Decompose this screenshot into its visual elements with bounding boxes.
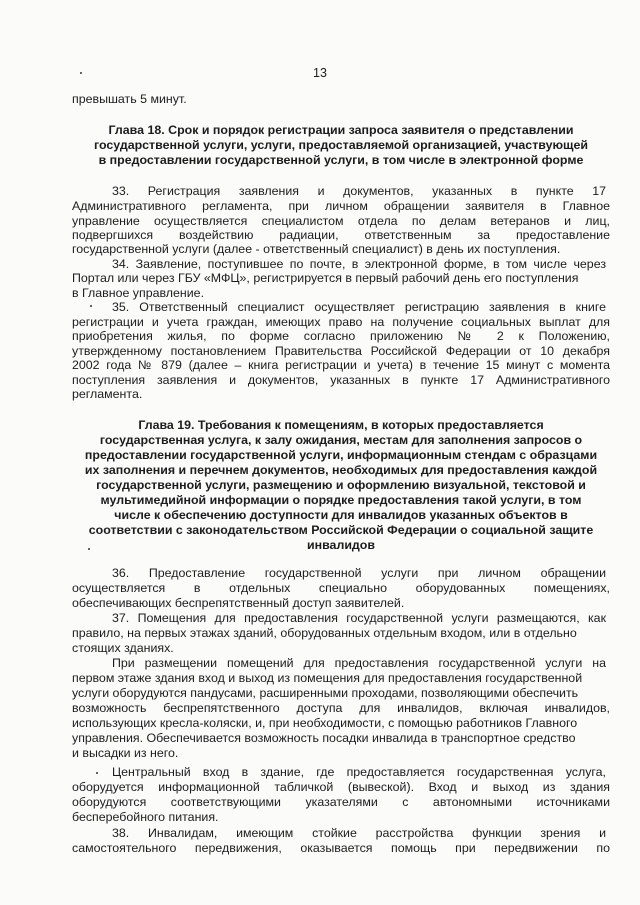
text-line: управление осуществляется специалистом отдела по делам ветеранов и лиц, — [72, 214, 610, 228]
text-line: При размещении помещений для предоставления государственной услуги на — [112, 656, 606, 670]
text-line: обеспечивающих беспрепятственный доступ заявителей. — [72, 596, 405, 610]
text-line: и высадки из него. — [72, 746, 179, 760]
heading-line: предоставлении государственной услуги, информационным стендам с образцами — [84, 448, 598, 462]
text-line: возможность беспрепятственного доступа для инвалидов, включая инвалидов, — [72, 701, 610, 715]
heading-line: мультимедийной информации о порядке предоставления такой услуги, в том — [100, 493, 582, 507]
text-line: превышать 5 минут. — [72, 92, 187, 106]
text-line: 36. Предоставление государственной услуги при личном обращении — [112, 566, 606, 580]
text-line: 2002 года № 879 (далее – книга регистрации и учета) в течение 15 минут с момента — [72, 358, 610, 372]
page-number: 13 — [313, 66, 327, 80]
heading-line: соответствии с законодательством Российской Федерации о социальной защите — [88, 523, 594, 537]
text-line: 34. Заявление, поступившее по почте, в электронной форме, в том числе через — [112, 257, 606, 271]
text-line: в Главное управление. — [72, 286, 205, 300]
text-line: Административного регламента, при личном обращении заявителя в Главное — [72, 199, 610, 213]
text-line: регламента. — [72, 387, 143, 401]
text-line: 33. Регистрация заявления и документов, указанных в пункте 17 — [112, 184, 606, 198]
text-line: Портал или через ГБУ «МФЦ», регистрируется в первый рабочий день его поступления — [72, 271, 579, 285]
text-line: оборудуются соответствующими указателями с автономными источниками — [72, 795, 610, 809]
text-line: поступления заявления и документов, указанных в пункте 17 Административного — [72, 373, 610, 387]
text-line: подвергшихся воздействию радиации, ответственным за предоставление — [72, 228, 610, 242]
text-line: 38. Инвалидам, имеющим стойкие расстройства функции зрения и — [112, 826, 606, 840]
text-line: приобретения жилья, по форме согласно приложению № 2 к Положению, — [72, 329, 610, 343]
text-line: 37. Помещения для предоставления государственной услуги размещаются, как — [112, 611, 606, 625]
text-line: оборудуется информационной табличкой (вывеской). Вход и выход из здания — [72, 780, 610, 794]
text-line: использующих кресла-коляски, и, при необходимости, с помощью работников Главного — [72, 716, 578, 730]
heading-line: Глава 18. Срок и порядок регистрации запроса заявителя о представлении — [108, 123, 574, 137]
heading-line: их заполнения и перечнем документов, необходимых для предоставления каждой — [84, 463, 598, 477]
text-line: 35. Ответственный специалист осуществляет регистрацию заявления в книге — [112, 300, 606, 314]
heading-line: государственная услуга, к залу ожидания, местам для заполнения запросов о — [99, 433, 583, 447]
text-line: управления. Обеспечивается возможность посадки инвалида в транспортное средство — [72, 731, 576, 745]
text-line: государственной услуги (далее - ответственный специалист) в день их поступления. — [72, 242, 561, 256]
heading-line: Глава 19. Требования к помещениям, в которых предоставляется — [138, 418, 544, 432]
scan-speck — [96, 772, 98, 774]
text-line: Центральный вход в здание, где предоставляется государственная услуга, — [112, 765, 606, 779]
heading-line: инвалидов — [307, 538, 375, 552]
text-line: правило, на первых этажах зданий, оборудованных отдельным входом, или в отдельно — [72, 626, 577, 640]
text-line: бесперебойного питания. — [72, 810, 219, 824]
text-line: осуществляется в отдельных специально оборудованных помещениях, — [72, 581, 610, 595]
text-line: утвержденному постановлением Правительства Российской Федерации от 10 декабря — [72, 344, 610, 358]
scan-speck — [80, 72, 82, 74]
scan-speck — [90, 305, 92, 307]
text-line: регистрации и учета граждан, имеющих право на получение социальных выплат для — [72, 315, 610, 329]
scan-speck — [88, 548, 90, 550]
heading-line: государственной услуги, услуги, предоставляемой организацией, участвующей — [93, 138, 589, 152]
text-line: стоящих зданиях. — [72, 641, 174, 655]
text-line: первом этаже здания вход и выход из помещения для предоставления государственной — [72, 671, 583, 685]
heading-line: в предоставлении государственной услуги, в том числе в электронной форме — [98, 153, 584, 167]
text-line: самостоятельного передвижения, оказывается помощь при передвижении по — [72, 841, 610, 855]
text-line: услуги оборудуются пандусами, расширенными проходами, позволяющими обеспечить — [72, 686, 579, 700]
heading-line: государственной услуги, размещению и оформлению визуальной, текстовой и — [96, 478, 586, 492]
heading-line: числе к обеспечению доступности для инвалидов указанных объектов в — [114, 508, 568, 522]
